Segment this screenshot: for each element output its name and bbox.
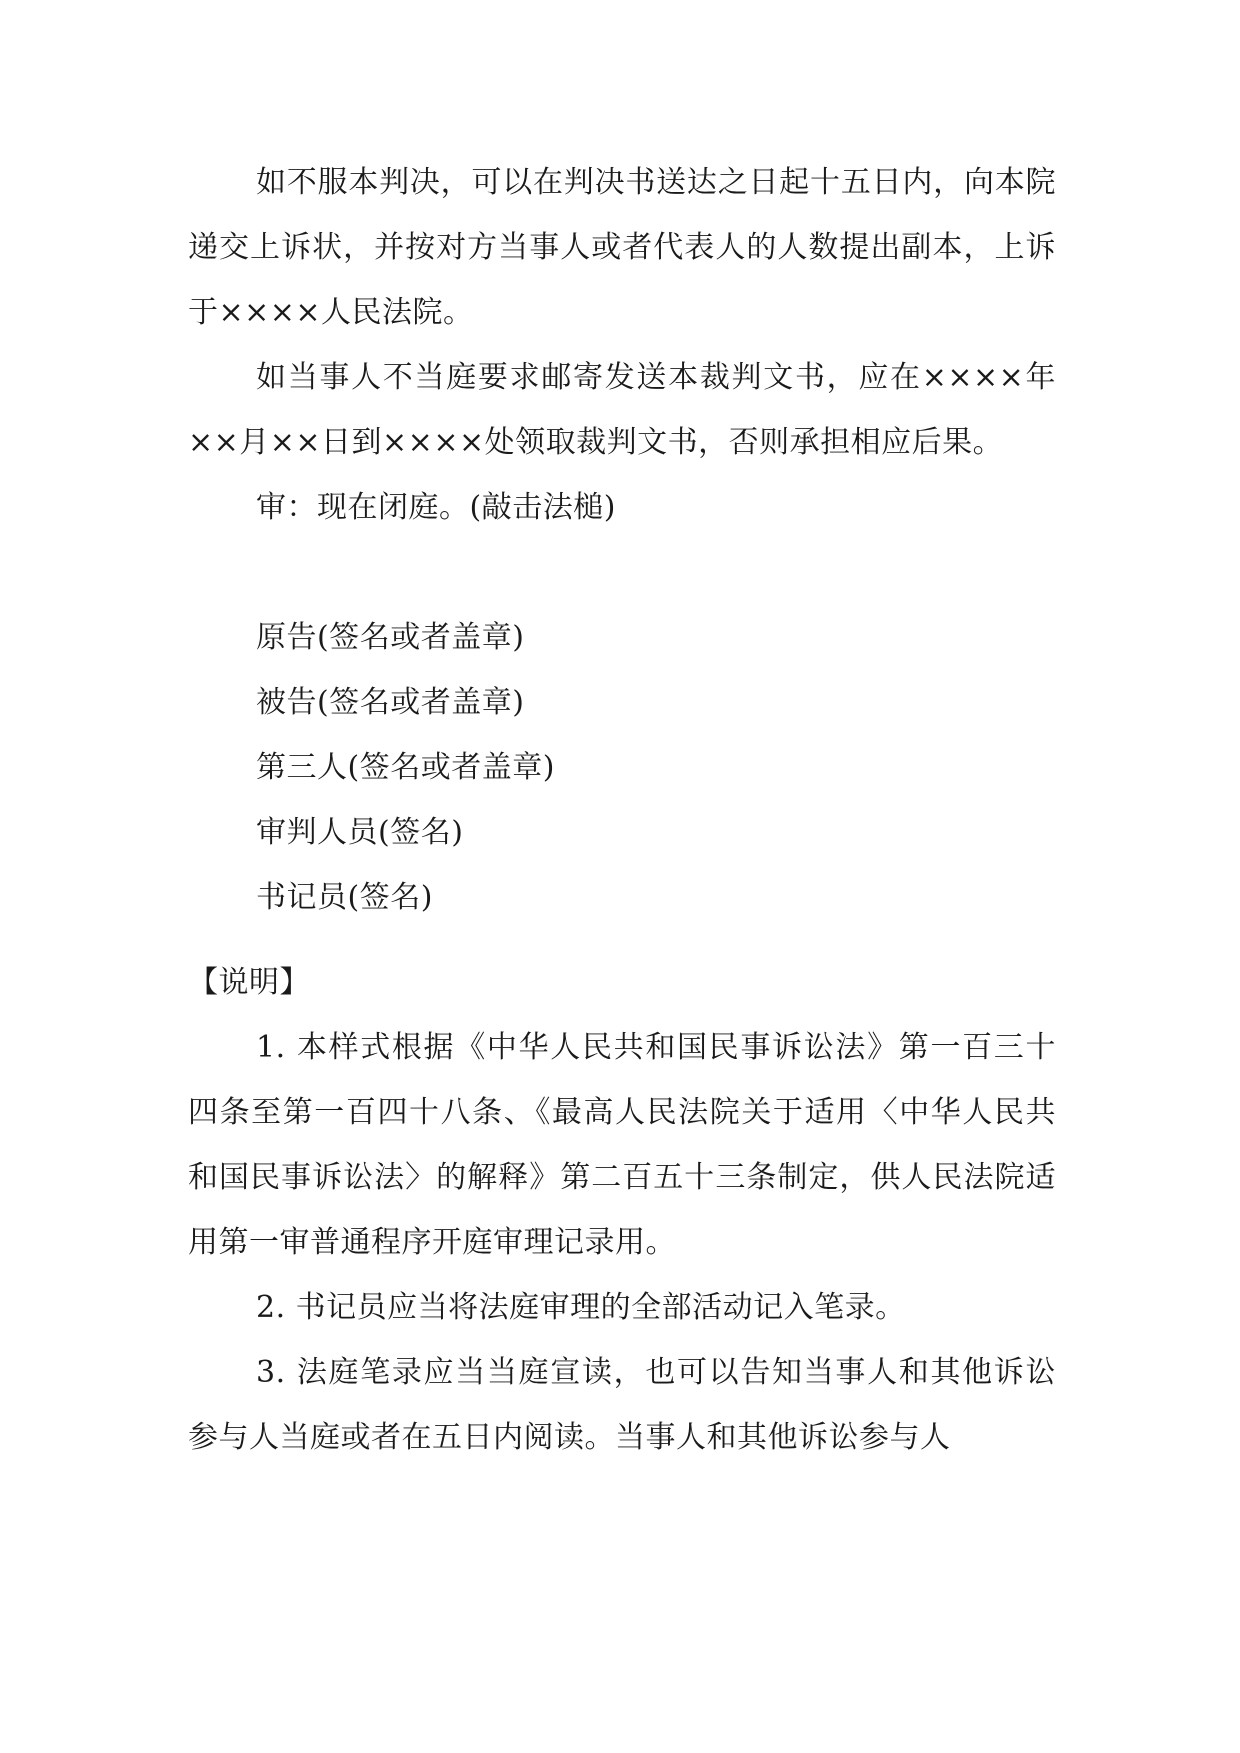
- signature-third-party: 第三人(签名或者盖章): [256, 750, 555, 785]
- signature-clerk: 书记员(签名): [256, 880, 433, 915]
- signature-defendant: 被告(签名或者盖章): [256, 685, 525, 720]
- note-2: 2. 书记员应当将法庭审理的全部活动记入笔录。: [256, 1290, 906, 1325]
- appeal-paragraph: 如不服本判决，可以在判决书送达之日起十五日内，向本院递交上诉状，并按对方当事人或者代表人的人数提出副本，上诉于××××人民法院。: [188, 165, 1056, 330]
- signature-plaintiff: 原告(签名或者盖章): [256, 620, 525, 655]
- signature-judge: 审判人员(签名): [256, 815, 464, 850]
- court-adjourned-paragraph: 审：现在闭庭。(敲击法槌): [256, 490, 616, 525]
- blank-line: [188, 540, 1056, 605]
- notes-heading: 【说明】: [188, 965, 310, 1000]
- section-gap: [188, 930, 1056, 950]
- note-1: 1. 本样式根据《中华人民共和国民事诉讼法》第一百三十四条至第一百四十八条、《最高人民法院关于适用〈中华人民共和国民事诉讼法〉的解释》第二百五十三条制定，供人民法院适用第一审普通程序开庭审理记录用。: [188, 1030, 1056, 1260]
- document-page: [188, 150, 1056, 1470]
- note-3: 3. 法庭笔录应当当庭宣读，也可以告知当事人和其他诉讼参与人当庭或者在五日内阅读。当事人和其他诉讼参与人: [188, 1355, 1056, 1455]
- collection-paragraph: 如当事人不当庭要求邮寄发送本裁判文书，应在××××年××月××日到××××处领取裁判文书，否则承担相应后果。: [188, 360, 1056, 460]
